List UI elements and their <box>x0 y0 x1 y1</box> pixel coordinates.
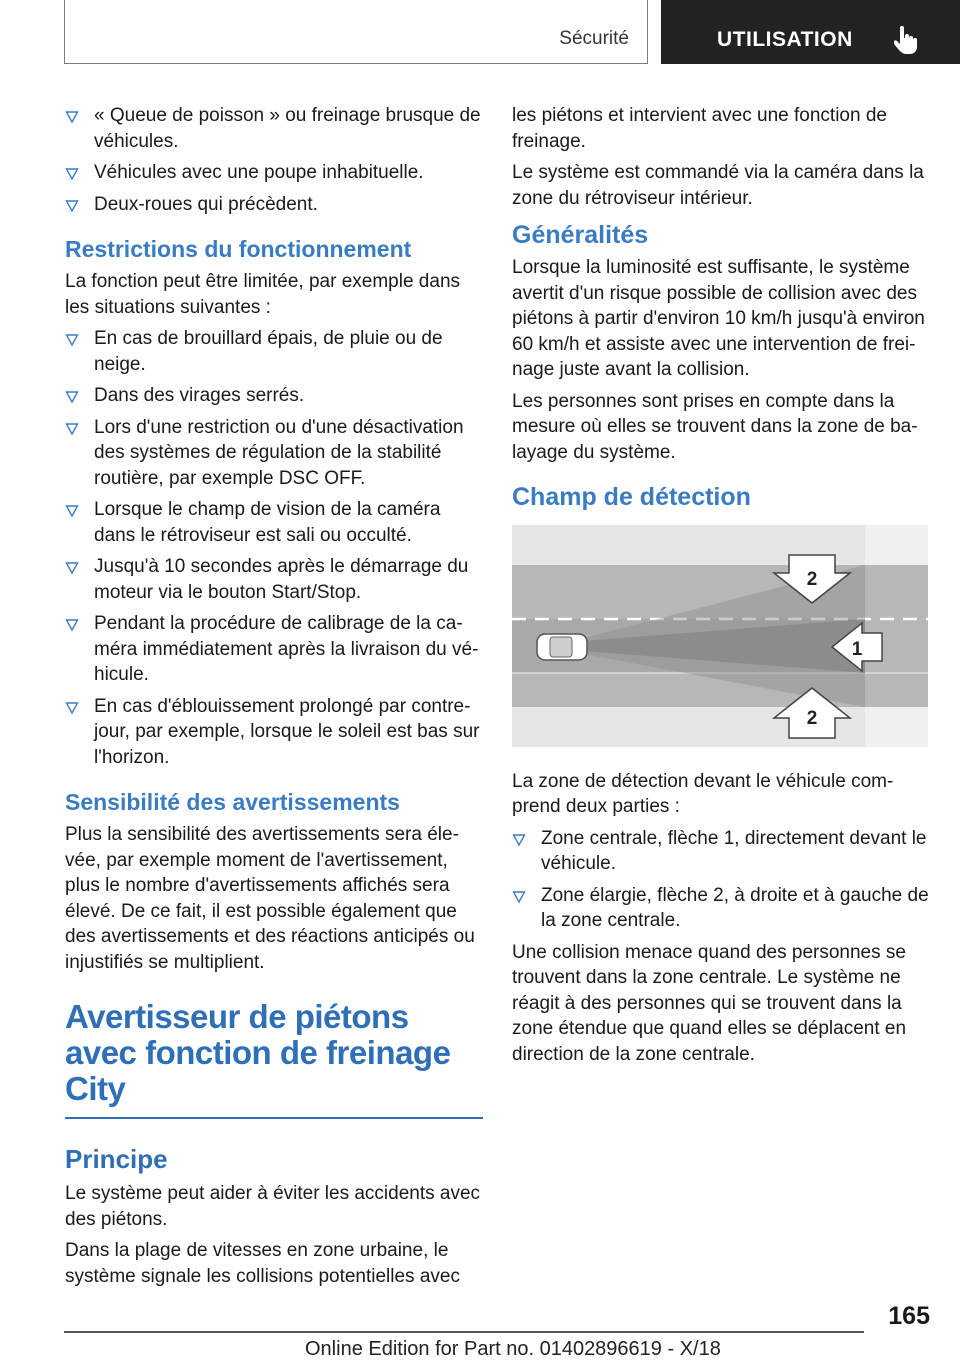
triangle-bullet-icon <box>65 554 79 579</box>
header-section-title: Sécurité <box>559 28 629 49</box>
triangle-bullet-icon <box>65 415 79 440</box>
principe-heading: Principe <box>65 1144 168 1174</box>
svg-text:2: 2 <box>806 708 818 729</box>
triangle-bullet-icon <box>65 611 79 636</box>
detection-zone-diagram <box>512 525 928 747</box>
champ-intro: La zone de détection devant le véhicule comprend deux parties : <box>512 770 894 817</box>
list-item: En cas d'éblouissement prolongé par contrejour, par exemple, lorsque le soleil est bas sur l'horizon. <box>65 694 483 771</box>
list-item: Véhicules avec une poupe inhabituelle. <box>65 160 483 186</box>
list-item: En cas de brouillard épais, de pluie ou de neige. <box>65 326 483 377</box>
champ-heading: Champ de détection <box>512 483 751 511</box>
triangle-bullet-icon <box>512 883 526 908</box>
triangle-bullet-icon <box>65 192 79 217</box>
list-item: Jusqu'à 10 secondes après le démarrage du moteur via le bouton Start/Stop. <box>65 554 483 605</box>
triangle-bullet-icon <box>65 497 79 522</box>
header-section-box <box>64 0 648 64</box>
champ-bullet-list <box>512 826 930 934</box>
right-column <box>512 103 930 1073</box>
main-section-title: Avertisseur de piétons avec fonction de freinage City <box>65 998 451 1107</box>
left-column <box>65 103 483 1295</box>
car-icon <box>537 634 587 660</box>
triangle-bullet-icon <box>65 383 79 408</box>
edition-footer: Online Edition for Part no. 01402896619 - X/18 <box>305 1338 721 1360</box>
generalites-paragraph-2: Les personnes sont prises en compte dans la mesure où elles se trouvent dans la zone de balayage du système. <box>512 390 918 463</box>
generalites-heading: Généralités <box>512 221 649 249</box>
list-item: Lorsque le champ de vision de la caméra dans le rétroviseur est sali ou occulté. <box>65 497 483 548</box>
triangle-bullet-icon <box>65 160 79 185</box>
list-item: Lors d'une restriction ou d'une désactivation des systèmes de régulation de la stabilité routière, par exemple DSC OFF. <box>65 415 483 492</box>
restrictions-intro: La fonction peut être limitée, par exemple dans les situations suivantes : <box>65 271 461 318</box>
triangle-bullet-icon <box>512 826 526 851</box>
triangle-bullet-icon <box>65 326 79 351</box>
intro-bullet-list <box>65 103 483 217</box>
header-chapter-tab <box>661 0 960 64</box>
header-chapter-title: UTILISATION <box>717 28 853 51</box>
pointing-hand-icon <box>894 26 920 54</box>
list-item: Zone élargie, flèche 2, à droite et à gauche de la zone centrale. <box>512 883 930 934</box>
restrictions-bullet-list <box>65 326 483 770</box>
svg-text:2: 2 <box>806 569 818 590</box>
sensibilite-heading: Sensibilité des avertissements <box>65 789 400 815</box>
principe-paragraph-1: Le système peut aider à éviter les accidents avec des piétons. <box>65 1183 481 1230</box>
principe-paragraph-2: Dans la plage de vitesses en zone urbaine, le système signale les collisions potentielles avec <box>65 1240 460 1287</box>
title-divider <box>65 1117 483 1119</box>
principe-continued: les piétons et intervient avec une fonction de freinage. <box>512 105 887 152</box>
triangle-bullet-icon <box>65 103 79 128</box>
page-number: 165 <box>888 1302 930 1330</box>
list-item: Deux-roues qui précèdent. <box>65 192 483 218</box>
sensibilite-text: Plus la sensibilité des avertissements sera élevée, par exemple moment de l'avertissement, plus le nombre d'avertissements affichés sera élevé. De ce fait, il est possible également que des avertissements et des réactions anticipés ou injustifiés se multiplient. <box>65 824 475 973</box>
list-item: « Queue de poisson » ou freinage brusque de véhicules. <box>65 103 483 154</box>
champ-outro: Une collision menace quand des personnes se trouvent dans la zone centrale. Le système ne réagit à des personnes qui se trouvent dans la zone étendue que quand elles se déplacent en direction de la zone centrale. <box>512 941 907 1065</box>
footer-divider <box>64 1331 864 1333</box>
restrictions-heading: Restrictions du fonctionnement <box>65 236 412 262</box>
list-item: Dans des virages serrés. <box>65 383 483 409</box>
generalites-paragraph-1: Lorsque la luminosité est suffisante, le système avertit d'un risque possible de collision avec des piétons à partir d'environ 10 km/h jusqu'à environ 60 km/h et assiste avec une intervention de freinage juste avant la collision. <box>512 257 925 380</box>
camera-paragraph: Le système est commandé via la caméra dans la zone du rétroviseur intérieur. <box>512 162 924 209</box>
triangle-bullet-icon <box>65 694 79 719</box>
list-item: Pendant la procédure de calibrage de la caméra immédiatement après la livraison du véhicule. <box>65 611 483 688</box>
svg-text:1: 1 <box>851 639 863 660</box>
list-item: Zone centrale, flèche 1, directement devant le véhicule. <box>512 826 930 877</box>
